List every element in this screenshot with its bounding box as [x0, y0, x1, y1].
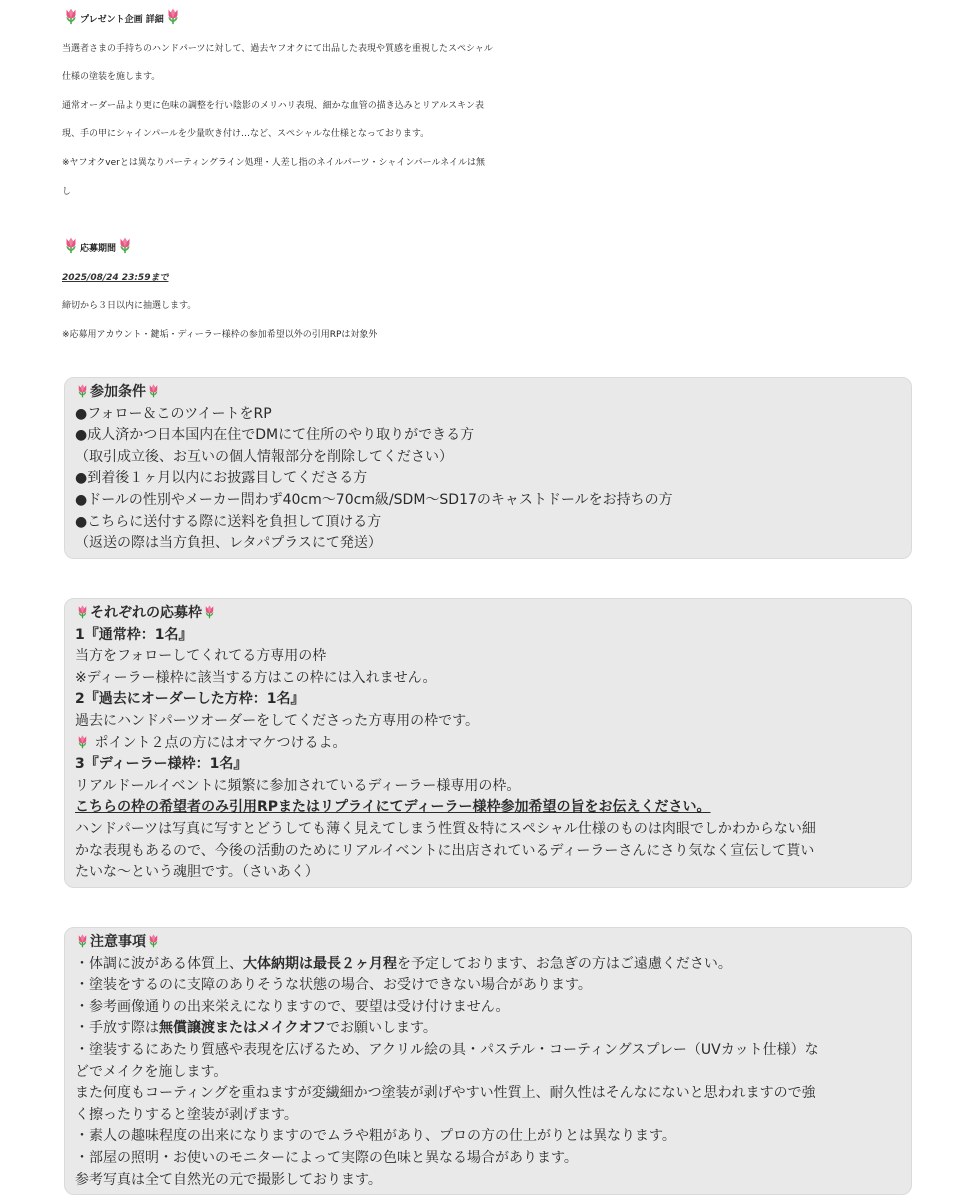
notes-heading: 注意事項: [90, 934, 146, 950]
condition-item: ●到着後１ヶ月以内にお披露目してくださる方: [75, 470, 368, 487]
note-item: [75, 954, 901, 976]
period-heading: 応募期間: [80, 244, 117, 255]
slot2-desc: 過去にハンドパーツオーダーをしてくださった方専用の枠です。: [75, 712, 480, 729]
tulip-icon: [164, 7, 182, 25]
tulip-icon: [202, 604, 217, 619]
slot3-title: 3『ディーラー様枠：1名』: [75, 756, 248, 773]
tulip-icon: [75, 383, 90, 398]
note-item: 参考写真は全て自然光の元で撮影しております。: [75, 1171, 382, 1188]
intro-line: 通常オーダー品より更に色味の調整を行い陰影のメリハリ表現、細かな血管の描き込みとリアルスキン表: [62, 100, 485, 111]
condition-item: ●こちらに送付する際に送料を負担して頂ける方: [75, 513, 382, 530]
tulip-icon: [75, 604, 90, 619]
slot2-bonus: ポイント２点の方にはオマケつけるよ。: [94, 734, 347, 751]
tulip-icon: [75, 933, 90, 948]
note-item: どでメイクを施します。: [75, 1063, 228, 1080]
slot1-desc: 当方をフォローしてくれてる方専用の枠: [75, 648, 327, 665]
conditions-heading: 参加条件: [90, 384, 146, 400]
note-item: また何度もコーティングを重ねますが変繊細かつ塗装が剥げやすい性質上、耐久性はそんなにないと思われますので強: [75, 1085, 816, 1102]
period-line: ※応募用アカウント・鍵垢・ディーラー様枠の参加希望以外の引用RPは対象外: [62, 329, 378, 340]
condition-item: ●成人済かつ日本国内在住でDMにて住所のやり取りができる方: [75, 427, 475, 444]
note-text: を予定しております、お急ぎの方はご遠慮ください。: [397, 955, 732, 972]
notes-box: [64, 927, 912, 1195]
page-title: プレゼント企画 詳細: [80, 15, 164, 25]
intro-line: ※ヤフオクverとは異なりパーティングライン処理・人差し指のネイルパーツ・シャインパールネイルは無: [62, 157, 486, 168]
tulip-icon: [75, 734, 90, 749]
title-line: [62, 6, 922, 35]
tulip-icon: [62, 7, 80, 25]
note-text: ・手放す際は: [75, 1020, 159, 1037]
slots-note-line: かな表現もあるので、今後の活動のためにリアルイベントに出店されているディーラーさんにさり気なく宣伝して貰い: [75, 842, 815, 859]
note-item: ・塗装をするのに支障のありそうな状態の場合、お受けできない場合があります。: [75, 977, 592, 994]
tulip-icon: [146, 383, 161, 398]
slots-note-line: たいな〜という魂胆です。（さいあく）: [75, 864, 319, 881]
note-item: ・部屋の照明・お使いのモニターによって実際の色味と異なる場合があります。: [75, 1149, 578, 1166]
note-item: ・塗装するにあたり質感や表現を広げるため、アクリル絵の具・パステル・コーティングスプレー（UVカット仕様）な: [75, 1041, 819, 1058]
condition-item: （返送の際は当方負担、レタパプラスにて発送）: [75, 535, 382, 552]
slot2-bonus-line: [75, 733, 901, 755]
note-emphasis: 大体納期は最長２ヶ月程: [243, 955, 397, 972]
deadline: 2025/08/24 23:59まで: [62, 272, 169, 283]
conditions-box: [64, 377, 912, 559]
conditions-heading-line: [75, 382, 901, 404]
note-text: でお願いします。: [326, 1020, 437, 1037]
slots-box: [64, 598, 912, 888]
period-line: 締切から３日以内に抽選します。: [62, 301, 197, 312]
note-item: く擦ったりすると塗装が剥げます。: [75, 1106, 298, 1123]
slots-note-line: ハンドパーツは写真に写すとどうしても薄く見えてしまう性質＆特にスペシャル仕様のものは肉眼でしかわからない細: [75, 820, 816, 837]
intro-line: 当選者さまの手持ちのハンドパーツに対して、過去ヤフオクにて出品した表現や質感を重視したスペシャル: [62, 43, 493, 54]
slot3-notice: こちらの枠の希望者のみ引用RPまたはリプライにてディーラー様枠参加希望の旨をお伝えください。: [75, 799, 711, 816]
slots-heading-line: [75, 603, 901, 625]
slot1-note: ※ディーラー様枠に該当する方はこの枠には入れません。: [75, 669, 437, 686]
tulip-icon: [116, 236, 134, 254]
slots-heading: それぞれの応募枠: [90, 605, 202, 621]
tulip-icon: [62, 236, 80, 254]
slot2-title: 2『過去にオーダーした方枠：1名』: [75, 691, 305, 708]
tulip-icon: [146, 933, 161, 948]
note-text: ・体調に波がある体質上、: [75, 955, 243, 972]
note-item: ・素人の趣味程度の出来になりますのでムラや粗があり、プロの方の仕上がりとは異なります。: [75, 1128, 676, 1145]
slot1-title: 1『通常枠：1名』: [75, 626, 193, 643]
note-item: ・参考画像通りの出来栄えになりますので、要望は受け付けません。: [75, 998, 510, 1015]
intro-line: 現、手の甲にシャインパールを少量吹き付け…など、スペシャルな仕様となっております。: [62, 129, 430, 140]
condition-item: ●フォロー＆このツイートをRP: [75, 405, 272, 422]
intro-line: 仕様の塗装を施します。: [62, 72, 161, 83]
condition-item: ●ドールの性別やメーカー問わず40cm〜70cm級/SDM〜SD17のキャストドールをお持ちの方: [75, 491, 673, 508]
note-emphasis: 無償譲渡またはメイクオフ: [159, 1020, 327, 1037]
main-text: [62, 6, 922, 350]
condition-item: （取引成立後、お互いの個人情報部分を削除してください）: [75, 448, 453, 465]
slot3-desc: リアルドールイベントに頻繁に参加されているディーラー様専用の枠。: [75, 777, 521, 794]
note-item: [75, 1018, 901, 1040]
intro-line: し: [62, 186, 72, 197]
notes-heading-line: [75, 932, 901, 954]
period-heading-line: [62, 235, 922, 264]
